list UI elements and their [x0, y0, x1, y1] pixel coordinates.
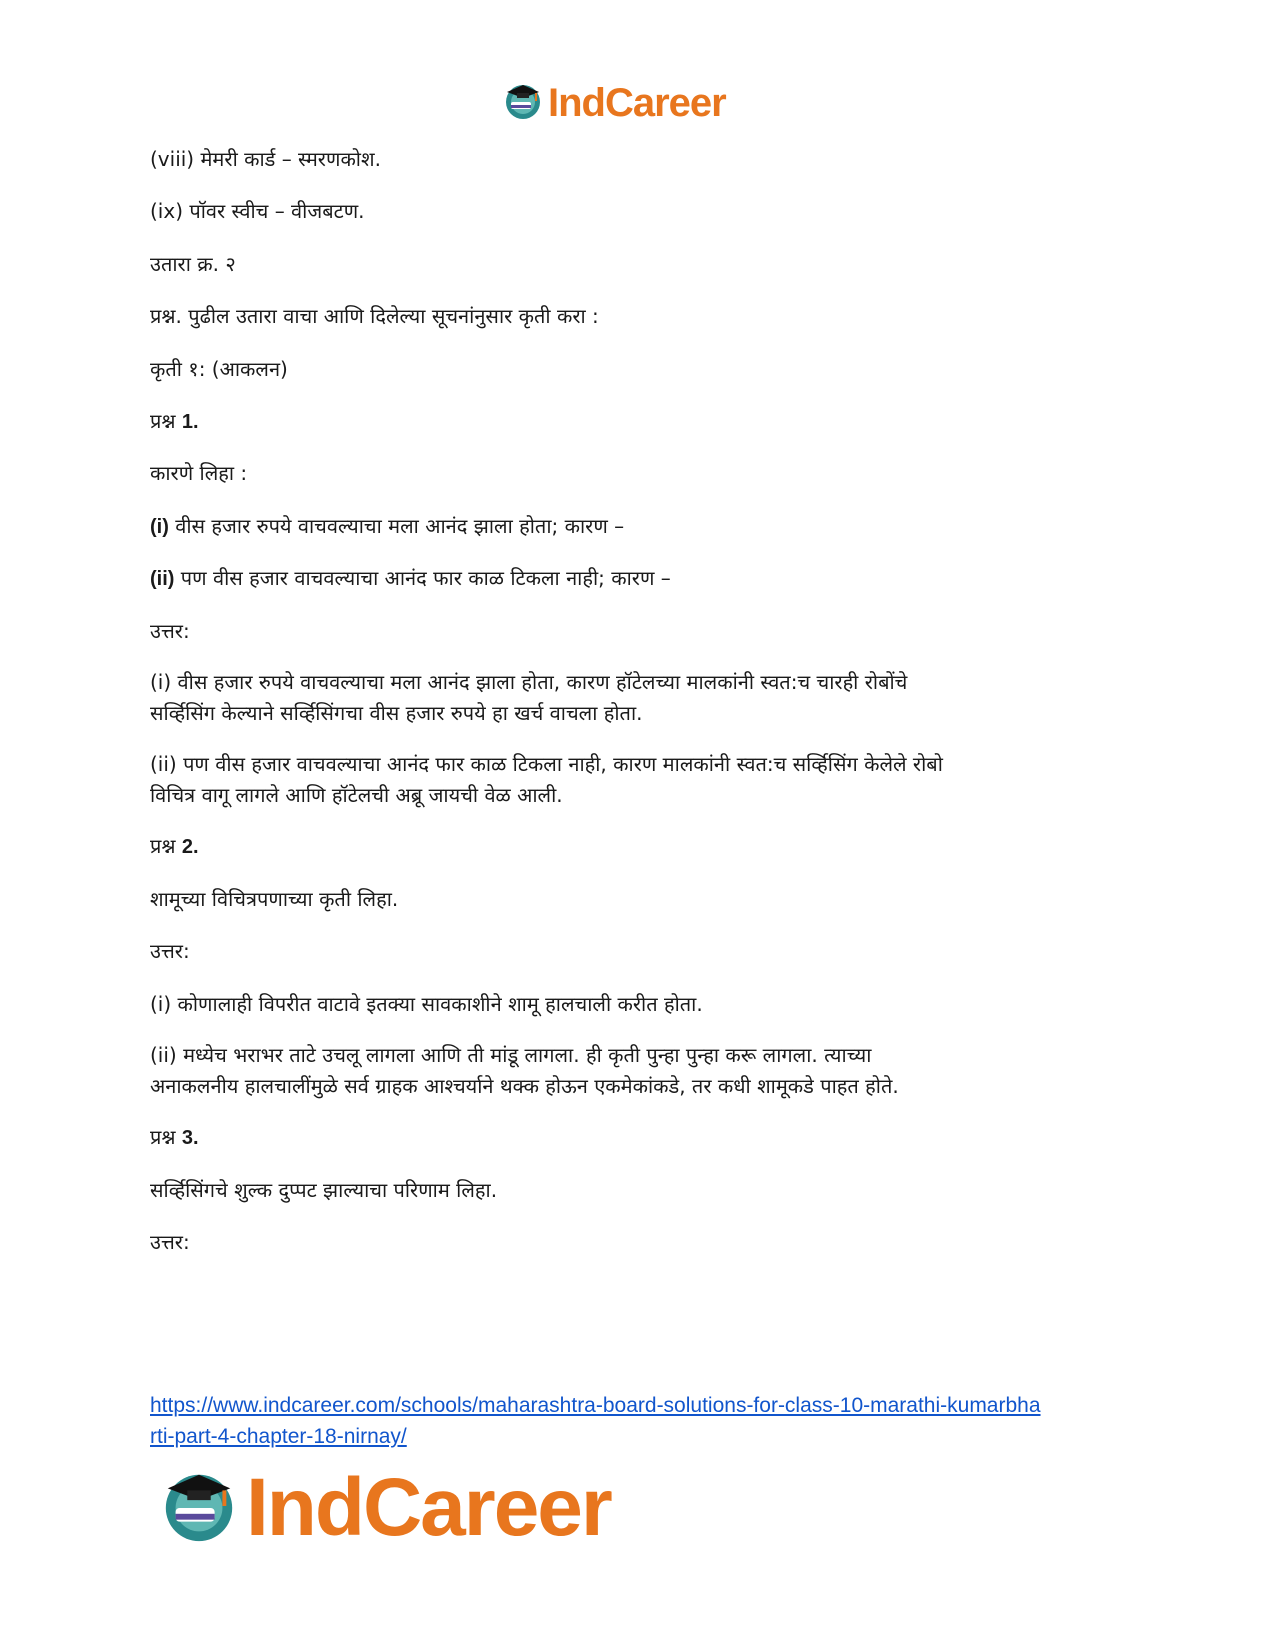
- item-number: (ii): [150, 568, 175, 590]
- paragraph-line: अनाकलनीय हालचालींमुळे सर्व ग्राहक आश्चर्याने थक्क होऊन एकमेकांकडे, तर कधी शामूकडे पाहत होते.: [150, 1074, 899, 1098]
- text-line: कारणे लिहा :: [150, 461, 248, 485]
- question-number: 1.: [181, 411, 199, 433]
- header-logo: [502, 78, 726, 128]
- question-number: 2.: [181, 836, 199, 858]
- logo-wordmark: IndCareer: [246, 1462, 611, 1553]
- answer-paragraph: [150, 1040, 1130, 1102]
- graduation-globe-icon: [502, 80, 544, 126]
- paragraph-line: (ii) पण वीस हजार वाचवल्याचा आनंद फार काळ टिकला नाही, कारण मालकांनी स्वत:च सर्व्हिसिंग केलेले रोबो: [150, 752, 943, 776]
- question-heading: [150, 1122, 199, 1153]
- question-label: प्रश्न: [150, 409, 176, 433]
- answer-paragraph: [150, 749, 1130, 811]
- question-label: प्रश्न: [150, 834, 176, 858]
- logo-wordmark: IndCareer: [548, 80, 726, 125]
- item-number: (i): [150, 516, 169, 538]
- question-label: प्रश्न: [150, 1125, 176, 1149]
- text-line: [150, 563, 671, 594]
- text-line: [150, 511, 624, 542]
- text-line: उतारा क्र. २: [150, 252, 236, 276]
- paragraph-line: (ii) मध्येच भराभर ताटे उचलू लागला आणि ती मांडू लागला. ही कृती पुन्हा पुन्हा करू लागला. त्याच्या: [150, 1043, 872, 1067]
- answer-label: उत्तर:: [150, 939, 190, 963]
- text-line: शामूच्या विचित्रपणाच्या कृती लिहा.: [150, 887, 399, 911]
- text-line: (ix) पॉवर स्वीच – वीजबटण.: [150, 199, 365, 223]
- text-line: (viii) मेमरी कार्ड – स्मरणकोश.: [150, 147, 381, 171]
- footer-logo: [158, 1463, 611, 1553]
- answer-label: उत्तर:: [150, 1230, 190, 1254]
- question-number: 3.: [181, 1127, 199, 1149]
- graduation-globe-icon: [158, 1465, 240, 1551]
- item-text: पण वीस हजार वाचवल्याचा आनंद फार काळ टिकला नाही; कारण –: [180, 566, 671, 590]
- paragraph-line: सर्व्हिसिंग केल्याने सर्व्हिसिंगचा वीस हजार रुपये हा खर्च वाचला होता.: [150, 701, 643, 725]
- paragraph-line: (i) वीस हजार रुपये वाचवल्याचा मला आनंद झाला होता, कारण हॉटेलच्या मालकांनी स्वत:च चारही रोबोंचे: [150, 670, 908, 694]
- text-line: कृती १: (आकलन): [150, 357, 288, 381]
- question-heading: [150, 406, 199, 437]
- source-link[interactable]: [150, 1390, 1041, 1452]
- text-line: (i) कोणालाही विपरीत वाटावे इतक्या सावकाशीने शामू हालचाली करीत होता.: [150, 992, 703, 1016]
- question-heading: [150, 831, 199, 862]
- text-line: सर्व्हिसिंगचे शुल्क दुप्पट झाल्याचा परिणाम लिहा.: [150, 1178, 498, 1202]
- paragraph-line: विचित्र वागू लागले आणि हॉटेलची अब्रू जायची वेळ आली.: [150, 783, 563, 807]
- text-line: प्रश्न. पुढील उतारा वाचा आणि दिलेल्या सूचनांनुसार कृती करा :: [150, 304, 599, 328]
- answer-label: उत्तर:: [150, 619, 190, 643]
- answer-paragraph: [150, 667, 1130, 729]
- link-line: https://www.indcareer.com/schools/maharashtra-board-solutions-for-class-10-marathi-kumarbha: [150, 1394, 1041, 1417]
- item-text: वीस हजार रुपये वाचवल्याचा मला आनंद झाला होता; कारण –: [175, 514, 625, 538]
- link-line: rti-part-4-chapter-18-nirnay/: [150, 1425, 407, 1448]
